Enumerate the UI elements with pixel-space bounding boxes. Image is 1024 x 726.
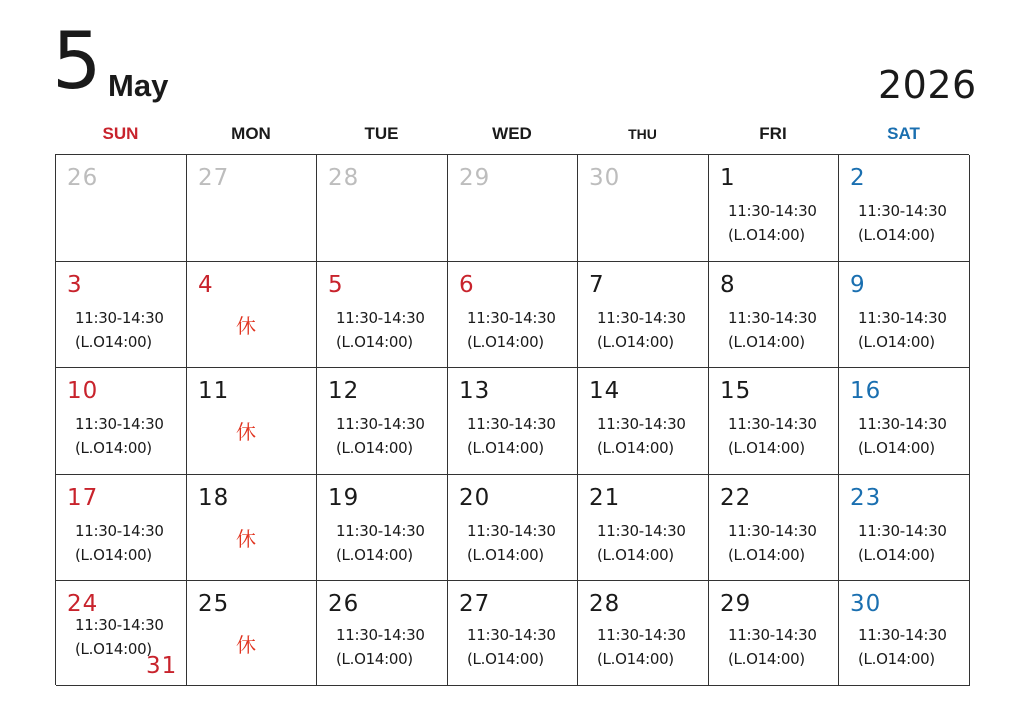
hours-last-order: (L.O14:00) [858,226,935,244]
day-number: 16 [850,378,882,404]
business-hours [467,412,556,460]
business-hours [467,519,556,567]
closed-label: 休 [236,420,256,444]
day-cell [56,262,187,368]
day-cell [448,368,578,475]
hours-time: 11:30-14:30 [336,522,425,540]
hours-last-order: (L.O14:00) [75,333,152,351]
day-number: 2 [850,165,866,191]
day-cell [709,262,839,368]
day-number: 9 [850,272,866,298]
day-cell [187,368,317,475]
weekday-label-wed: WED [492,124,532,143]
hours-last-order: (L.O14:00) [858,650,935,668]
hours-last-order: (L.O14:00) [467,333,544,351]
weekday-label-mon: MON [231,124,271,143]
day-cell [578,475,709,581]
closed-label: 休 [236,633,256,657]
day-cell [578,155,709,262]
day-number: 30 [589,165,621,191]
day-cell [709,581,839,686]
day-number: 26 [328,591,360,617]
month-number: 5 [52,17,102,107]
day-number: 19 [328,485,360,511]
day-number: 13 [459,378,491,404]
hours-time: 11:30-14:30 [858,522,947,540]
day-number: 29 [720,591,752,617]
day-cell [317,155,448,262]
hours-last-order: (L.O14:00) [467,439,544,457]
day-cell [839,581,970,686]
day-number: 20 [459,485,491,511]
hours-last-order: (L.O14:00) [728,650,805,668]
business-hours [597,306,686,354]
business-hours [75,519,164,567]
hours-last-order: (L.O14:00) [597,333,674,351]
hours-last-order: (L.O14:00) [75,546,152,564]
day-number: 15 [720,378,752,404]
closed-label: 休 [236,314,256,338]
day-number: 25 [198,591,230,617]
day-cell [187,262,317,368]
day-cell [187,581,317,686]
hours-time: 11:30-14:30 [597,415,686,433]
hours-time: 11:30-14:30 [597,309,686,327]
day-number: 24 [67,591,99,617]
hours-time: 11:30-14:30 [858,202,947,220]
hours-time: 11:30-14:30 [597,626,686,644]
hours-time: 11:30-14:30 [336,626,425,644]
business-hours [728,623,817,671]
business-hours [728,412,817,460]
day-cell [56,368,187,475]
day-number: 4 [198,272,214,298]
hours-last-order: (L.O14:00) [858,439,935,457]
day-cell [578,368,709,475]
hours-time: 11:30-14:30 [336,415,425,433]
day-number: 18 [198,485,230,511]
business-hours [75,306,164,354]
hours-time: 11:30-14:30 [467,415,556,433]
hours-time: 11:30-14:30 [75,616,164,634]
hours-time: 11:30-14:30 [728,202,817,220]
day-cell [839,155,970,262]
day-cell [317,475,448,581]
day-number: 6 [459,272,475,298]
day-number: 29 [459,165,491,191]
day-number: 5 [328,272,344,298]
business-hours [858,199,947,247]
hours-time: 11:30-14:30 [728,309,817,327]
day-cell [839,475,970,581]
weekday-label-thu: THU [628,126,657,142]
day-number: 22 [720,485,752,511]
business-hours [858,519,947,567]
day-number: 3 [67,272,83,298]
business-hours [858,623,947,671]
hours-last-order: (L.O14:00) [597,546,674,564]
hours-last-order: (L.O14:00) [728,226,805,244]
day-number: 26 [67,165,99,191]
business-hours [336,306,425,354]
business-hours [75,412,164,460]
hours-time: 11:30-14:30 [467,309,556,327]
hours-time: 11:30-14:30 [75,309,164,327]
day-cell [839,262,970,368]
hours-time: 11:30-14:30 [75,415,164,433]
business-hours [336,519,425,567]
weekday-header-row [55,118,969,150]
hours-time: 11:30-14:30 [597,522,686,540]
day-cell [448,475,578,581]
hours-last-order: (L.O14:00) [75,439,152,457]
day-cell [709,475,839,581]
day-cell [578,581,709,686]
day-number: 17 [67,485,99,511]
hours-last-order: (L.O14:00) [858,546,935,564]
day-number: 12 [328,378,360,404]
business-hours [728,199,817,247]
day-number: 10 [67,378,99,404]
business-hours [858,306,947,354]
hours-last-order: (L.O14:00) [336,546,413,564]
business-hours [597,519,686,567]
day-cell [317,368,448,475]
day-cell [317,262,448,368]
hours-last-order: (L.O14:00) [597,439,674,457]
business-hours [858,412,947,460]
day-cell [56,155,187,262]
hours-time: 11:30-14:30 [467,626,556,644]
business-hours [728,306,817,354]
day-cell [448,581,578,686]
day-number: 7 [589,272,605,298]
extra-day-number: 31 [146,653,178,679]
hours-last-order: (L.O14:00) [336,439,413,457]
business-hours [467,623,556,671]
hours-last-order: (L.O14:00) [728,546,805,564]
hours-last-order: (L.O14:00) [467,650,544,668]
business-hours [597,412,686,460]
business-hours [467,306,556,354]
day-number: 21 [589,485,621,511]
weekday-label-fri: FRI [759,124,787,143]
weekday-label-tue: TUE [364,124,399,143]
hours-last-order: (L.O14:00) [336,650,413,668]
hours-last-order: (L.O14:00) [336,333,413,351]
calendar-grid [55,154,969,685]
day-cell [187,475,317,581]
hours-time: 11:30-14:30 [858,626,947,644]
hours-time: 11:30-14:30 [728,415,817,433]
hours-time: 11:30-14:30 [858,415,947,433]
closed-label: 休 [236,527,256,551]
hours-time: 11:30-14:30 [75,522,164,540]
day-cell [187,155,317,262]
business-hours [336,623,425,671]
day-number: 8 [720,272,736,298]
hours-last-order: (L.O14:00) [75,640,152,658]
business-hours [597,623,686,671]
day-number: 1 [720,165,736,191]
hours-last-order: (L.O14:00) [728,439,805,457]
day-number: 23 [850,485,882,511]
hours-last-order: (L.O14:00) [597,650,674,668]
business-hours [728,519,817,567]
weekday-label-sun: SUN [102,124,139,143]
hours-time: 11:30-14:30 [336,309,425,327]
day-number: 14 [589,378,621,404]
business-hours [336,412,425,460]
day-number: 11 [198,378,230,404]
day-cell [56,475,187,581]
hours-last-order: (L.O14:00) [728,333,805,351]
day-number: 27 [459,591,491,617]
day-cell [448,262,578,368]
day-cell [578,262,709,368]
hours-last-order: (L.O14:00) [858,333,935,351]
hours-time: 11:30-14:30 [858,309,947,327]
year: 2026 [878,63,977,107]
hours-time: 11:30-14:30 [467,522,556,540]
day-number: 30 [850,591,882,617]
day-number: 28 [328,165,360,191]
hours-last-order: (L.O14:00) [467,546,544,564]
day-cell [709,155,839,262]
hours-time: 11:30-14:30 [728,522,817,540]
day-number: 27 [198,165,230,191]
day-cell [317,581,448,686]
weekday-label-sat: SAT [887,124,920,143]
day-cell [839,368,970,475]
day-number: 28 [589,591,621,617]
day-cell [56,581,187,686]
day-cell [448,155,578,262]
hours-time: 11:30-14:30 [728,626,817,644]
month-name: May [108,68,169,103]
day-cell [709,368,839,475]
